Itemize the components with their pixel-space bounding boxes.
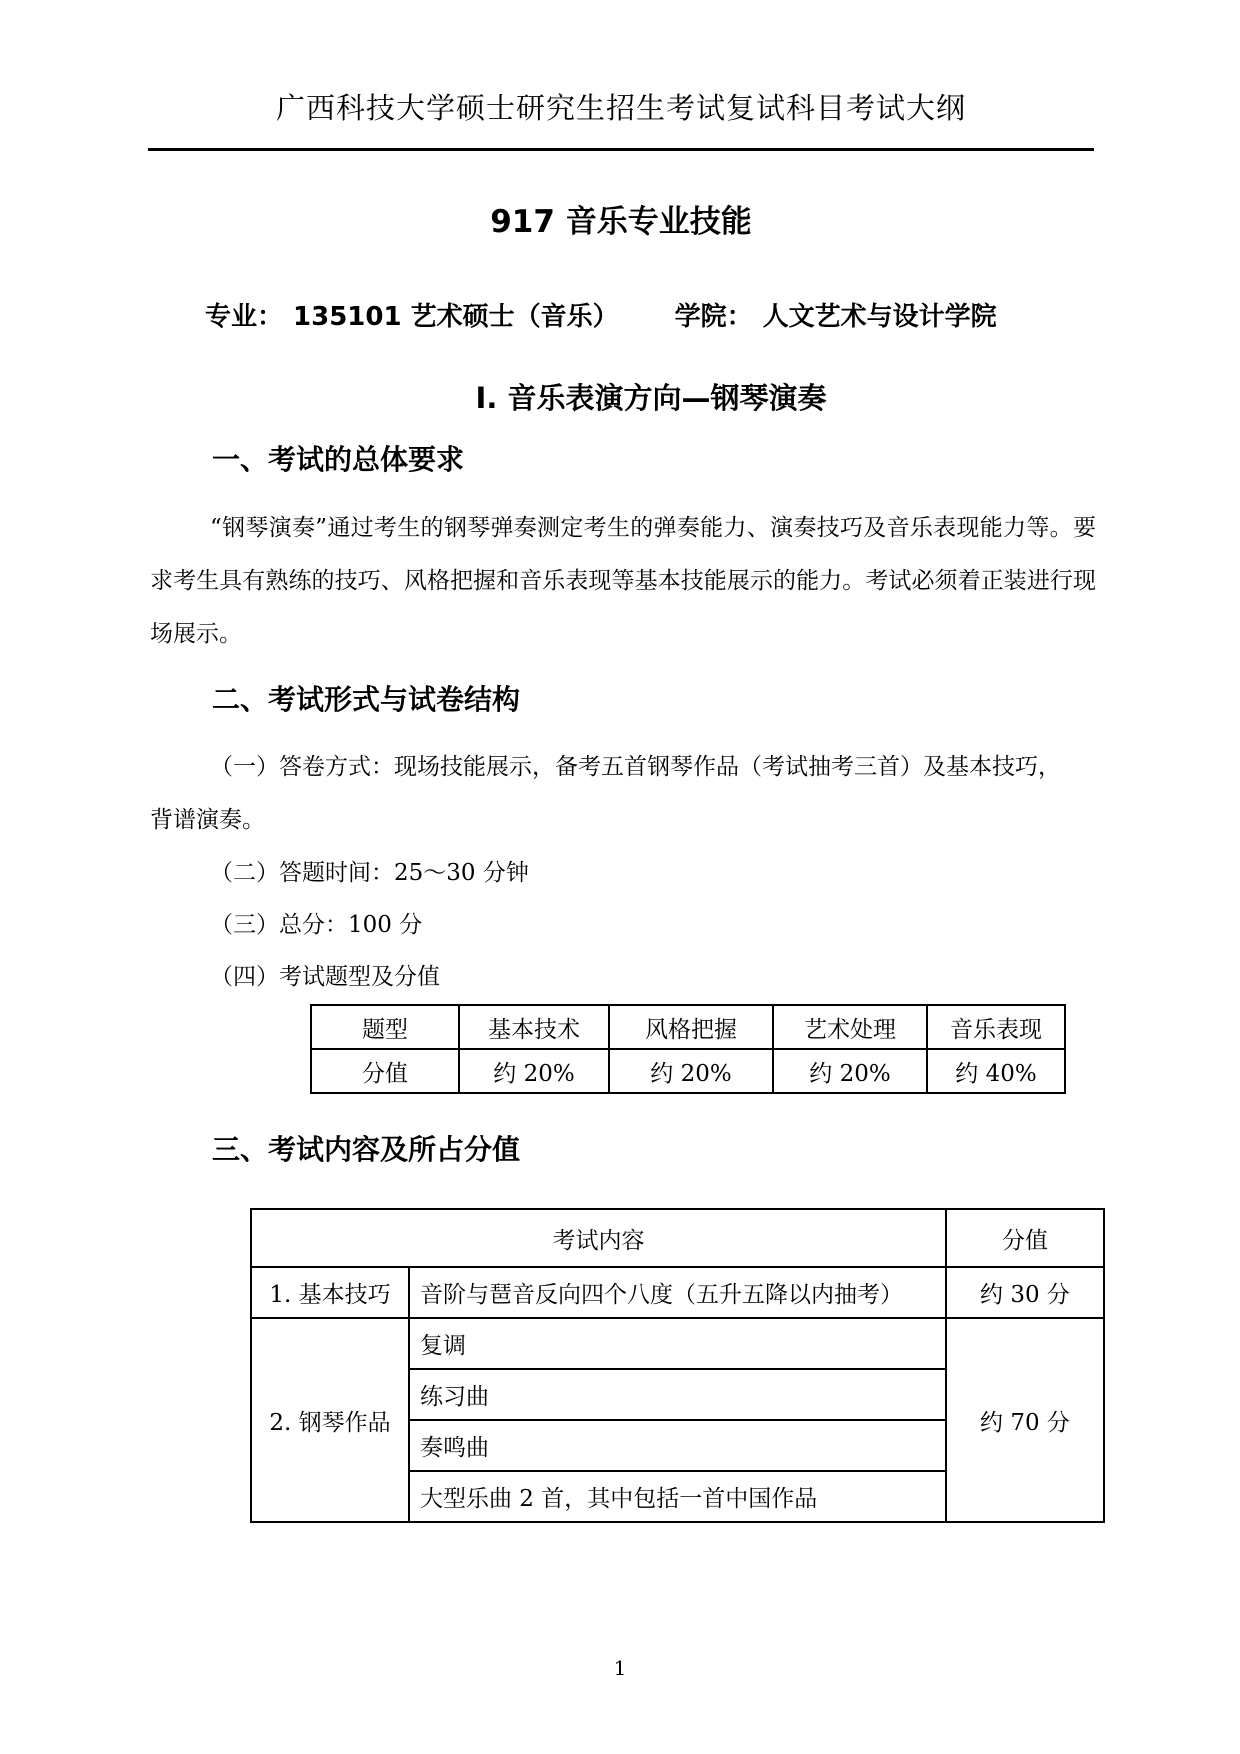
exam-time: （二）答题时间：25～30 分钟 [210, 860, 529, 886]
content-table [250, 1208, 1105, 1523]
table-cell: 约 70 分 [946, 1318, 1104, 1522]
table-cell: 奏鸣曲 [409, 1420, 946, 1471]
table-row [251, 1267, 1104, 1318]
table-cell: 约 30 分 [946, 1267, 1104, 1318]
table-row [311, 1005, 1065, 1049]
direction-title: Ⅰ. 音乐表演方向—钢琴演奏 [475, 381, 827, 415]
table-cell: 练习曲 [409, 1369, 946, 1420]
section3-heading: 三、考试内容及所占分值 [212, 1133, 521, 1166]
table-header-score: 分值 [946, 1209, 1104, 1267]
major-label: 专业： [205, 302, 284, 332]
table-row [251, 1318, 1104, 1369]
exam-total-score: （三）总分：100 分 [210, 912, 423, 938]
header-title: 广西科技大学硕士研究生招生考试复试科目考试大纲 [275, 91, 966, 125]
exam-type-label: （四）考试题型及分值 [210, 964, 440, 990]
table-cell: 约 20% [773, 1049, 927, 1093]
table-header-content: 考试内容 [251, 1209, 946, 1267]
header-divider [148, 148, 1094, 151]
table-cell: 基本技术 [459, 1005, 609, 1049]
table-cell: 2. 钢琴作品 [251, 1318, 409, 1522]
table-cell: 约 20% [459, 1049, 609, 1093]
table-cell: 音乐表现 [927, 1005, 1065, 1049]
document-title: 917 音乐专业技能 [490, 204, 752, 240]
section1-heading: 一、考试的总体要求 [212, 443, 465, 476]
section1-paragraph: “钢琴演奏”通过考生的钢琴弹奏测定考生的弹奏能力、演奏技巧及音乐表现能力等。要求考生具有熟练的技巧、风格把握和音乐表现等基本技能展示的能力。考试必须着正装进行现场展示。 [150, 515, 1096, 647]
table-cell: 题型 [311, 1005, 459, 1049]
exam-method-line2: 背谱演奏。 [150, 807, 265, 833]
section2-heading: 二、考试形式与试卷结构 [212, 683, 521, 716]
page-number: 1 [613, 1656, 627, 1680]
college-value: 人文艺术与设计学院 [762, 302, 997, 332]
score-table [310, 1004, 1066, 1094]
table-cell: 约 40% [927, 1049, 1065, 1093]
table-cell: 分值 [311, 1049, 459, 1093]
table-cell: 1. 基本技巧 [251, 1267, 409, 1318]
table-cell: 复调 [409, 1318, 946, 1369]
table-cell: 音阶与琶音反向四个八度（五升五降以内抽考） [409, 1267, 946, 1318]
table-cell: 约 20% [609, 1049, 773, 1093]
table-cell: 大型乐曲 2 首，其中包括一首中国作品 [409, 1471, 946, 1522]
table-cell: 风格把握 [609, 1005, 773, 1049]
table-cell: 艺术处理 [773, 1005, 927, 1049]
exam-method-line1: （一）答卷方式：现场技能展示，备考五首钢琴作品（考试抽考三首）及基本技巧， [210, 754, 1061, 780]
table-row [311, 1049, 1065, 1093]
college-label: 学院： [674, 302, 753, 332]
table-row [251, 1209, 1104, 1267]
major-value: 135101 艺术硕士（音乐） [293, 302, 619, 332]
meta-line [205, 296, 997, 333]
